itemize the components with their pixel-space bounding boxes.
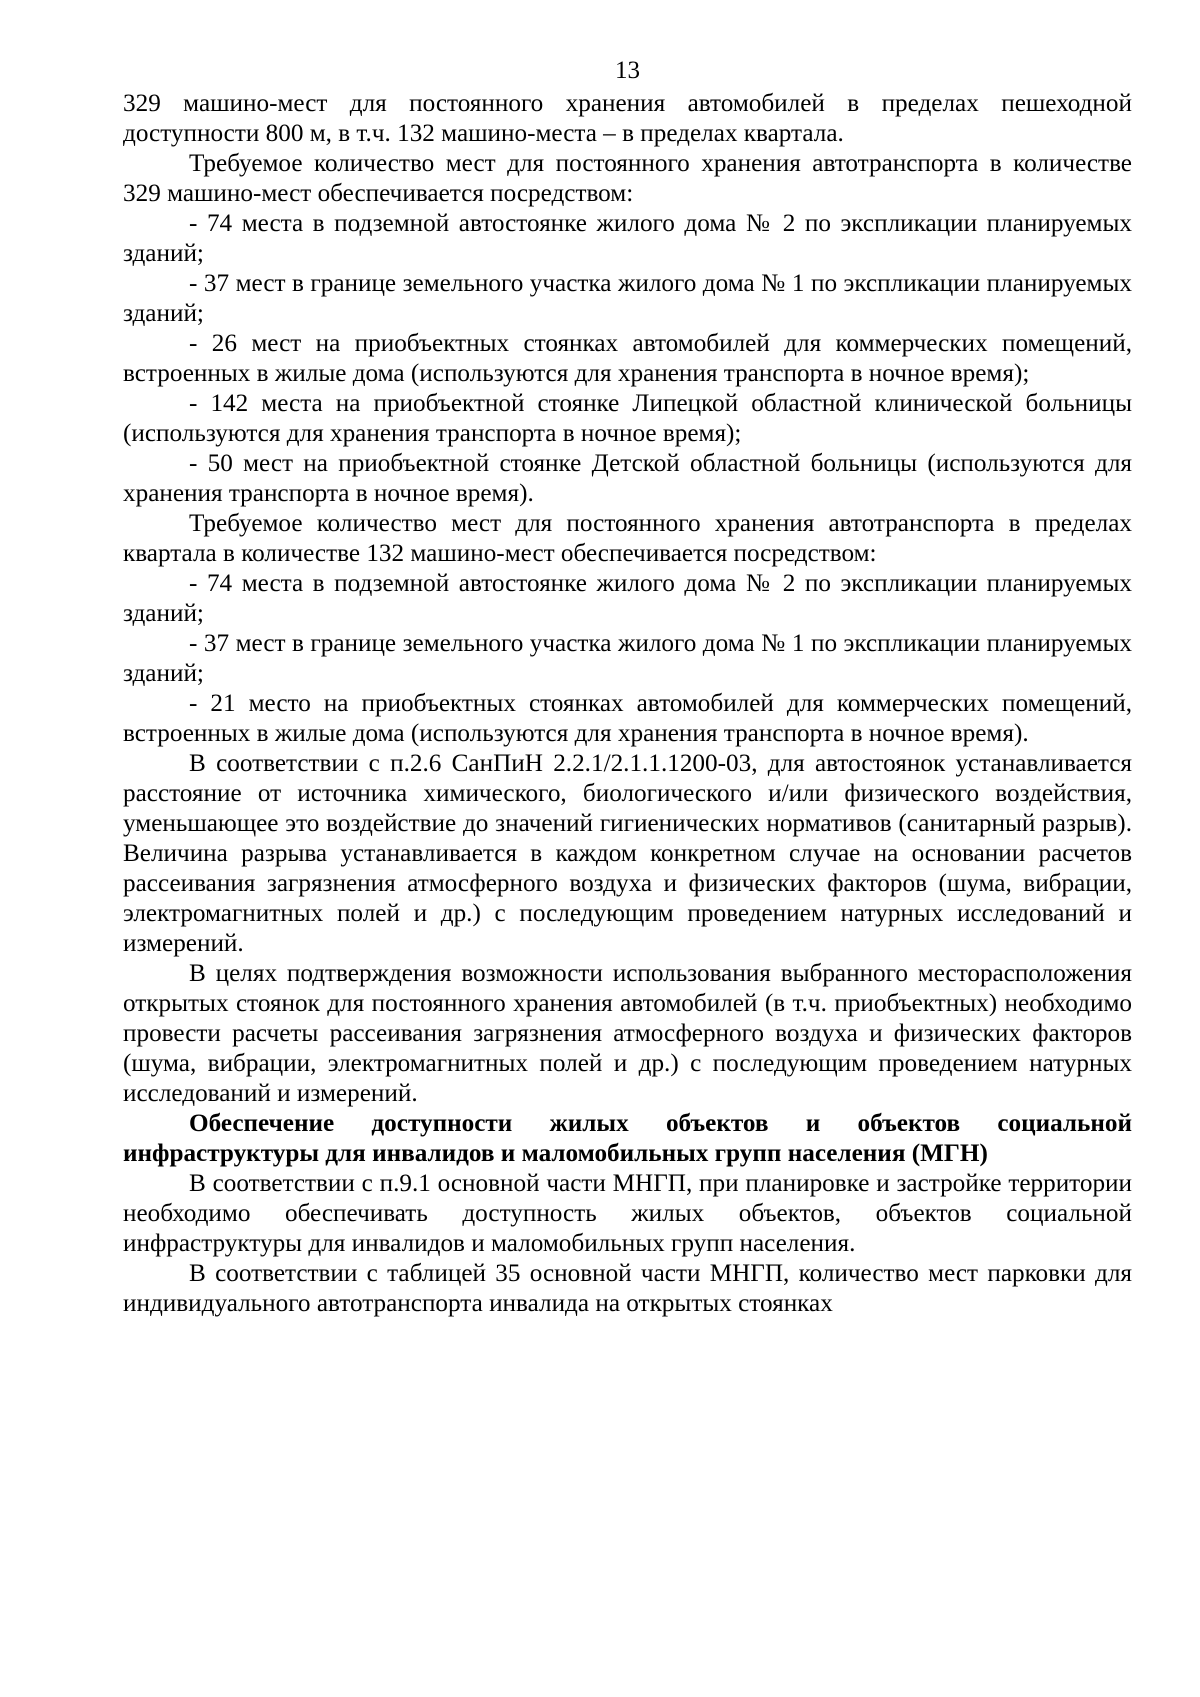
list-item: - 142 места на приобъектной стоянке Липецкой областной клинической больницы (используются для хранения транспорта в ночное время); [123, 390, 1132, 447]
list-item: - 37 мест в границе земельного участка жилого дома № 1 по экспликации планируемых зданий; [123, 630, 1132, 687]
paragraph: В соответствии с таблицей 35 основной части МНГП, количество мест парковки для индивидуального автотранспорта инвалида на открытых стоянках [123, 1260, 1132, 1317]
list-item: - 21 место на приобъектных стоянках автомобилей для коммерческих помещений, встроенных в жилые дома (используются для хранения транспорта в ночное время). [123, 690, 1132, 747]
list-item: - 37 мест в границе земельного участка жилого дома № 1 по экспликации планируемых зданий; [123, 270, 1132, 327]
paragraph: Требуемое количество мест для постоянного хранения автотранспорта в количестве 329 машино-мест обеспечивается посредством: [123, 150, 1132, 207]
paragraph: В целях подтверждения возможности использования выбранного месторасположения открытых стоянок для постоянного хранения автомобилей (в т.ч. приобъектных) необходимо провести расчеты рассеивания загрязнения атмосферного воздуха и физических факторов (шума, вибрации, электромагнитных полей и др.) с последующим проведением натурных исследований и измерений. [123, 960, 1132, 1107]
page-number: 13 [615, 57, 640, 84]
section-heading: Обеспечение доступности жилых объектов и объектов социальной инфраструктуры для инвалидов и маломобильных групп населения (МГН) [123, 1110, 1132, 1167]
paragraph: В соответствии с п.9.1 основной части МНГП, при планировке и застройке территории необходимо обеспечивать доступность жилых объектов, объектов социальной инфраструктуры для инвалидов и маломобильных групп населения. [123, 1170, 1132, 1257]
paragraph: В соответствии с п.2.6 СанПиН 2.2.1/2.1.1.1200-03, для автостоянок устанавливается расстояние от источника химического, биологического и/или физического воздействия, уменьшающее это воздействие до значений гигиенических нормативов (санитарный разрыв). Величина разрыва устанавливается в каждом конкретном случае на основании расчетов рассеивания загрязнения атмосферного воздуха и физических факторов (шума, вибрации, электромагнитных полей и др.) с последующим проведением натурных исследований и измерений. [123, 750, 1132, 957]
list-item: - 50 мест на приобъектной стоянке Детской областной больницы (используются для хранения транспорта в ночное время). [123, 450, 1132, 507]
paragraph: Требуемое количество мест для постоянного хранения автотранспорта в пределах квартала в количестве 132 машино-мест обеспечивается посредством: [123, 510, 1132, 567]
list-item: - 74 места в подземной автостоянке жилого дома № 2 по экспликации планируемых зданий; [123, 570, 1132, 627]
list-item: - 26 мест на приобъектных стоянках автомобилей для коммерческих помещений, встроенных в жилые дома (используются для хранения транспорта в ночное время); [123, 330, 1132, 387]
document-body [123, 89, 1132, 1319]
list-item: - 74 места в подземной автостоянке жилого дома № 2 по экспликации планируемых зданий; [123, 210, 1132, 267]
paragraph: 329 машино-мест для постоянного хранения автомобилей в пределах пешеходной доступности 800 м, в т.ч. 132 машино-места – в пределах квартала. [123, 90, 1132, 147]
